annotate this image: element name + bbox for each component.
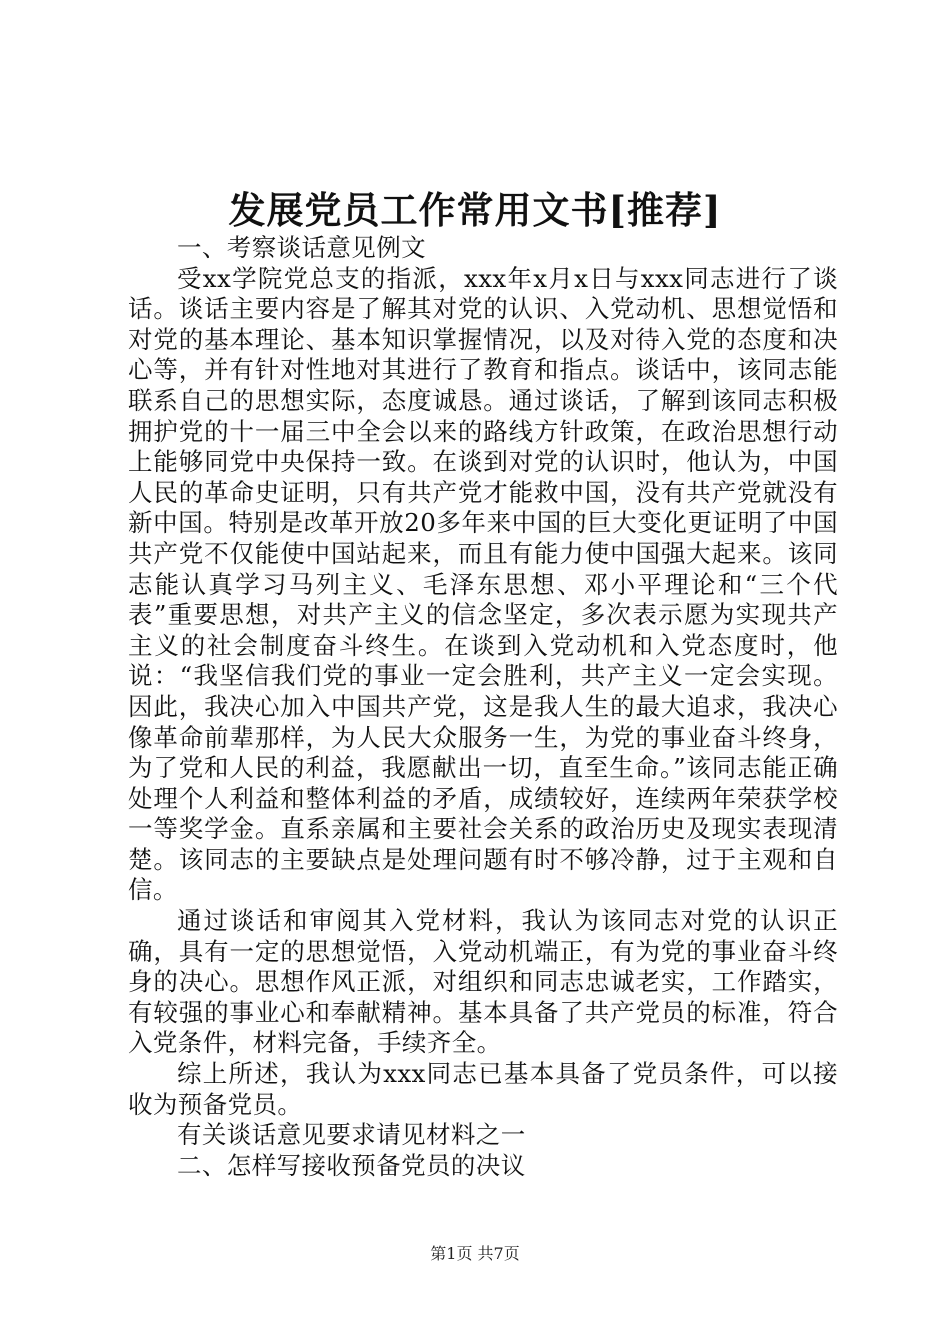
section-heading-2: 二、怎样写接收预备党员的决议 (177, 1150, 526, 1180)
paragraph-interview-content: 受xx学院党总支的指派，xxx年x月x日与xxx同志进行了谈话。谈话主要内容是了解其对党的认识、入党动机、思想觉悟和对党的基本理论、基本知识掌握情况，以及对待入党的态度和决心等，并有针对性地对其进行了教育和指点。谈话中，该同志能联系自己的思想实际，态度诚恳。通过谈话，了解到该同志积极拥护党的十一届三中全会以来的路线方针政策，在政治思想行动上能够同党中央保持一致。在谈到对党的认识时，他认为，中国人民的革命史证明，只有共产党才能救中国，没有共产党就没有新中国。特别是改革开放20多年来中国的巨大变化更证明了中国共产党不仅能使中国站起来，而且有能力使中国强大起来。该同志能认真学习马列主义、毛泽东思想、邓小平理论和“三个代表”重要思想，对共产主义的信念坚定，多次表示愿为实现共产主义的社会制度奋斗终生。在谈到入党动机和入党态度时，他说：“我坚信我们党的事业一定会胜利，共产主义一定会实现。因此，我决心加入中国共产党，这是我人生的最大追求，我决心像革命前辈那样，为人民大众服务一生，为党的事业奋斗终身，为了党和人民的利益，我愿献出一切，直至生命。”该同志能正确处理个人利益和整体利益的矛盾，成绩较好，连续两年荣获学校一等奖学金。直系亲属和主要社会关系的政治历史及现实表现清楚。该同志的主要缺点是处理问题有时不够冷静，过于主观和自信。 (128, 263, 838, 905)
paragraph-reference-note: 有关谈话意见要求请见材料之一 (177, 1120, 526, 1150)
paragraph-conclusion: 综上所述，我认为xxx同志已基本具备了党员条件，可以接收为预备党员。 (128, 1059, 838, 1119)
document-body (128, 233, 838, 1181)
document-title: 发展党员工作常用文书[推荐] (228, 188, 722, 232)
section-heading-1: 一、考察谈话意见例文 (177, 233, 426, 262)
page-number-footer: 第1页 共7页 (430, 1244, 520, 1263)
paragraph-assessment: 通过谈话和审阅其入党材料，我认为该同志对党的认识正确，具有一定的思想觉悟，入党动机端正，有为党的事业奋斗终身的决心。思想作风正派，对组织和同志忠诚老实，工作踏实，有较强的事业心和奉献精神。基本具备了共产党员的标准，符合入党条件，材料完备，手续齐全。 (128, 906, 838, 1058)
